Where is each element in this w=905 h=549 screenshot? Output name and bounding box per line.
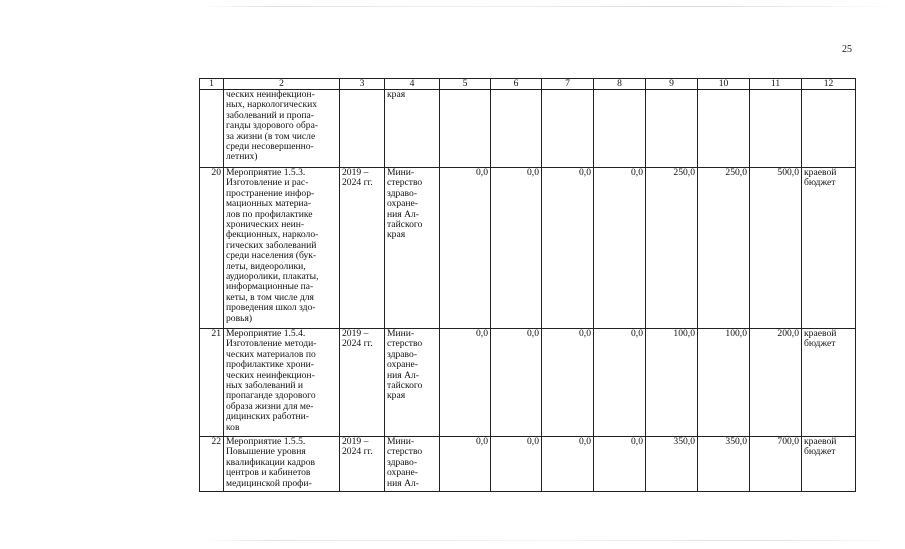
measure-description: Мероприятие 1.5.4. Изготовление методи- ческих материалов по профилактике хрони- ческих неинфекцион- ных заболеваний и пропаганде здорового образа жизни для ме- дицинских работни- ков [224, 329, 340, 437]
column-header: 1 [200, 79, 224, 90]
value-col5: 0,0 [440, 437, 491, 492]
value-col5: 0,0 [440, 168, 491, 329]
table-row [200, 168, 856, 329]
table-header-row [200, 79, 856, 90]
value-col8: 0,0 [594, 437, 646, 492]
column-header: 10 [698, 79, 750, 90]
row-number: 20 [200, 168, 224, 329]
value-col9: 100,0 [646, 329, 698, 437]
funding-source: краевой бюджет [802, 168, 856, 329]
executor: края [385, 90, 440, 168]
period: 2019 – 2024 гг. [340, 437, 385, 492]
column-header: 7 [542, 79, 594, 90]
value-col11: 200,0 [750, 329, 802, 437]
measure-description: Мероприятие 1.5.5. Повышение уровня квалификации кадров центров и кабинетов медицинской профи- [224, 437, 340, 492]
value-col6: 0,0 [491, 329, 542, 437]
value-col9: 350,0 [646, 437, 698, 492]
column-header: 3 [340, 79, 385, 90]
value-col11: 700,0 [750, 437, 802, 492]
row-number: 22 [200, 437, 224, 492]
scan-artifact-top [200, 6, 900, 7]
value-col8: 0,0 [594, 168, 646, 329]
column-header: 2 [224, 79, 340, 90]
table-row-continuation [200, 90, 856, 168]
funding-source: краевой бюджет [802, 329, 856, 437]
executor: Мини- стерство здраво- охране- ния Ал- тайского края [385, 329, 440, 437]
row-number: 21 [200, 329, 224, 437]
value-col6: 0,0 [491, 437, 542, 492]
value-col11: 500,0 [750, 168, 802, 329]
measure-description: ческих неинфекцион- ных, наркологических заболеваний и пропа- ганды здорового обра- за жизни (в том числе среди несовершенно- летних) [224, 90, 340, 168]
column-header: 9 [646, 79, 698, 90]
value-col7: 0,0 [542, 168, 594, 329]
value-col8: 0,0 [594, 329, 646, 437]
measure-description: Мероприятие 1.5.3. Изготовление и рас- пространение инфор- мационных материа- лов по профилактике хронических неин- фекционных, нарколо- гических заболеваний среди населения (бук- леты, видеоролики, аудиоролики, плакаты, информационные па- кеты, в том числе для проведения школ здо- ровья) [224, 168, 340, 329]
column-header: 5 [440, 79, 491, 90]
period: 2019 – 2024 гг. [340, 168, 385, 329]
value-col10: 350,0 [698, 437, 750, 492]
column-header: 8 [594, 79, 646, 90]
program-table [199, 78, 856, 492]
executor: Мини- стерство здраво- охране- ния Ал- [385, 437, 440, 492]
executor: Мини- стерство здраво- охране- ния Ал- тайского края [385, 168, 440, 329]
table-row [200, 329, 856, 437]
column-header: 11 [750, 79, 802, 90]
column-header: 6 [491, 79, 542, 90]
value-col7: 0,0 [542, 329, 594, 437]
scan-artifact-bottom [200, 540, 900, 541]
period: 2019 – 2024 гг. [340, 329, 385, 437]
value-col5: 0,0 [440, 329, 491, 437]
table-row [200, 437, 856, 492]
column-header: 4 [385, 79, 440, 90]
page-number: 25 [842, 44, 852, 55]
funding-source: краевой бюджет [802, 437, 856, 492]
column-header: 12 [802, 79, 856, 90]
value-col9: 250,0 [646, 168, 698, 329]
value-col7: 0,0 [542, 437, 594, 492]
value-col10: 250,0 [698, 168, 750, 329]
value-col6: 0,0 [491, 168, 542, 329]
value-col10: 100,0 [698, 329, 750, 437]
